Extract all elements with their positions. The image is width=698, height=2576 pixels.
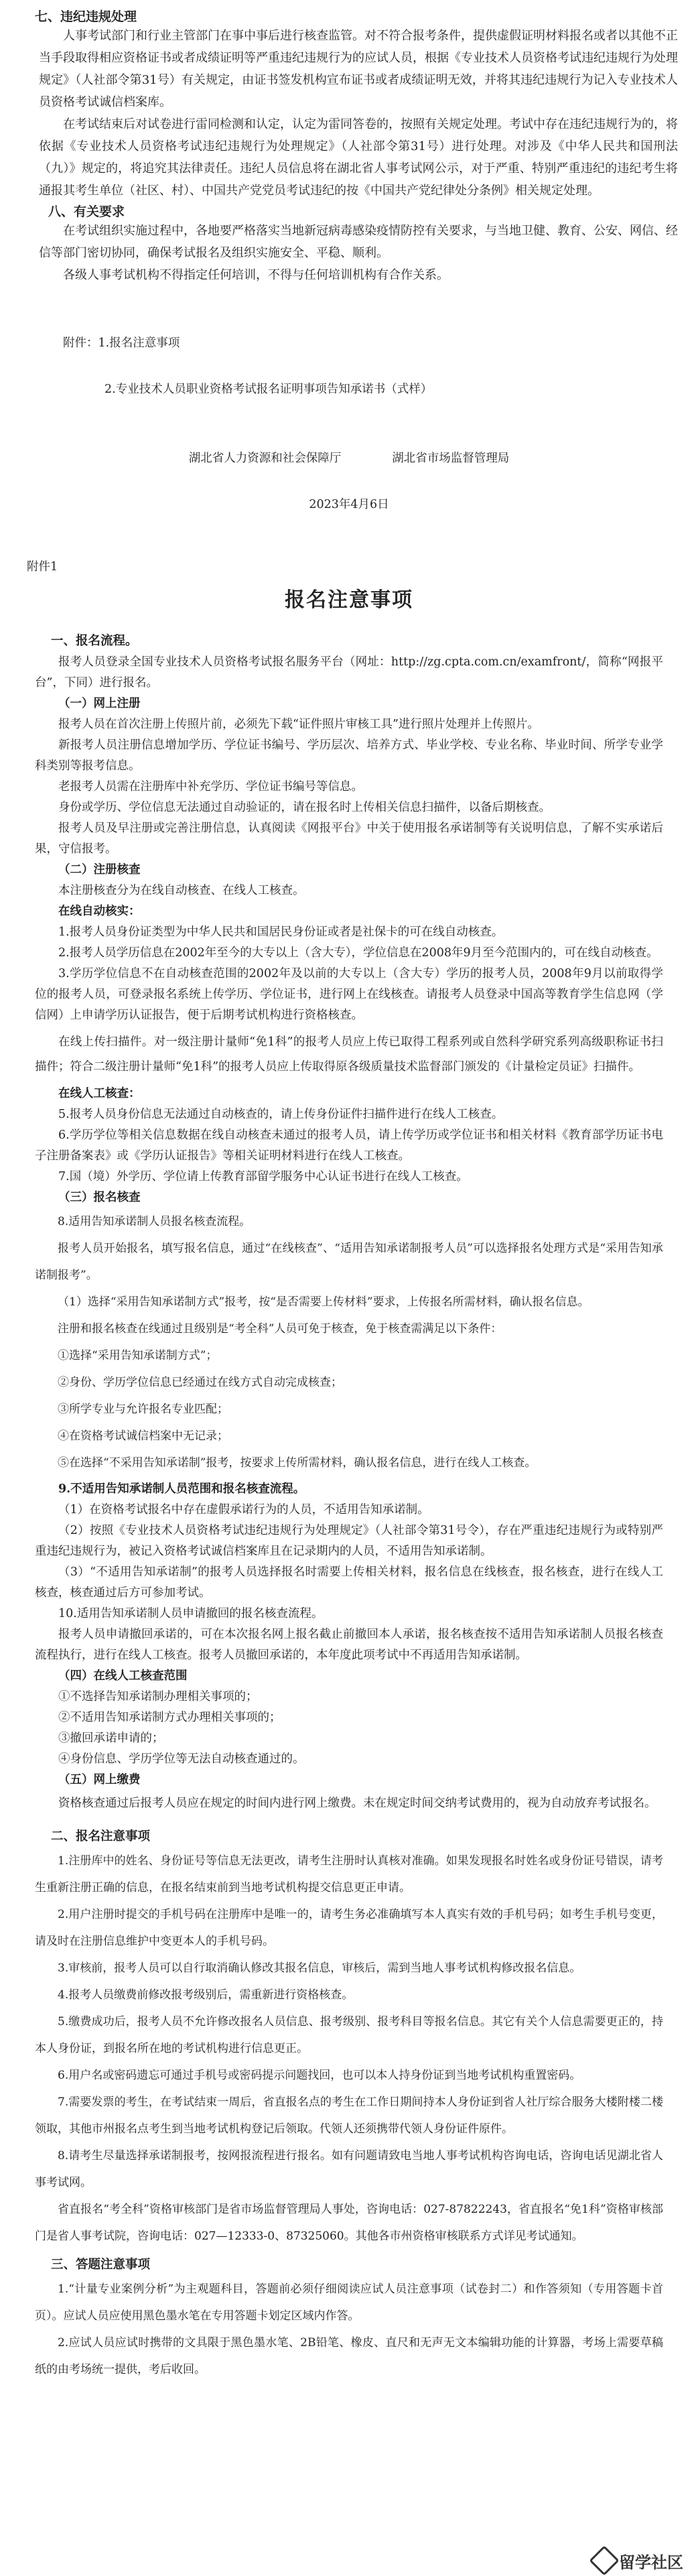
heading-section8: 八、有关要求 — [48, 204, 125, 219]
watermark-text: 留学社区 — [619, 2553, 683, 2572]
note-item: 4.报考人员缴费前修改报考级别后，需重新进行资格核查。 — [58, 1988, 354, 2002]
text-line: 在线上传扫描件。对一级注册计量师“免1科”的报考人员应上传已取得工程系列或自然科学研究系列高级职称证书扫描件；符合二级注册计量师“免1科”的报考人员应上传取得原各级质量技术监督部门颁发的《计量检定员证》扫描件。 — [35, 1035, 663, 1074]
answer-note-item: 1.“计量专业案例分析”为主观题科目，答题前必须仔细阅读应试人员注意事项（试卷封二）和作答须知（专用答题卡首页）。应试人员应使用黑色墨水笔在专用答题卡划定区域内作答。 — [35, 2282, 663, 2323]
text-line: 新报考人员注册信息增加学历、学位证书编号、学历层次、培养方式、毕业学校、专业名称、毕业时间、所学专业学科类别等报考信息。 — [35, 738, 663, 773]
text-line: （1）选择“采用告知承诺制方式”报考，按“是否需要上传材料”要求，上传报名所需材料，确认报名信息。 — [58, 1295, 589, 1309]
text-line: （3）“不适用告知承诺制”的报考人员选择报名时需要上传相关材料，报名信息在线核查，报名核查，进行在线人工核查，核查通过后方可参加考试。 — [35, 1565, 663, 1600]
section-registration-process — [0, 630, 698, 1816]
signing-org: 湖北省市场监督管理局 — [392, 452, 510, 465]
section7-paragraph: 人事考试部门和行业主管部门在事中事后进行核查监管。对不符合报考条件，提供虚假证明材料报名或者以其他不正当手段取得相应资格证书或者成绩证明等严重违纪违规行为的应试人员，根据《专业技术人员资格考试违纪违规行为处理规定》（人社部令第31号）有关规定，由证书签发机构宣布证书或者成绩证明无效，并将其违纪违规行为记入专业技术人员资格考试诚信档案库。 — [39, 29, 678, 109]
site-watermark — [588, 2548, 689, 2573]
text-line: 6.学历学位等相关信息数据在线自动核查未通过的报考人员，请上传学历或学位证书和相关材料《教育部学历证书电子注册备案表》或《学历认证报告》等相关证明材料进行在线人工核查。 — [35, 1129, 663, 1163]
section8-paragraph: 各级人事考试机构不得指定任何培训，不得与任何培训机构有合作关系。 — [63, 268, 449, 282]
text-line: 注册和报名核查在线通过且级别是“考全科”人员可免于核查，免于核查需满足以下条件： — [58, 1322, 502, 1336]
attachment-list — [0, 333, 698, 400]
section8-paragraph: 在考试组织实施过程中，各地要严格落实当地新冠病毒感染疫情防控有关要求，与当地卫健、教育、公安、网信、经信等部门密切协同，确保考试报名及组织实施安全、平稳、顺利。 — [39, 224, 678, 260]
signing-org: 湖北省人力资源和社会保障厅 — [188, 452, 342, 465]
heading-payment: （五）网上缴费 — [58, 1773, 141, 1787]
condition-item: ⑤在选择“不采用告知承诺制”报考，按要求上传所需材料，确认报名信息，进行在线人工核查。 — [58, 1456, 537, 1470]
text-line: 报考人员在首次注册上传照片前，必须先下载“证件照片审核工具”进行照片处理并上传照片。 — [58, 718, 539, 731]
note-item: 7.需要发票的考生，在考试结束一周后，省直报名点的考生在工作日期间持本人身份证到省人社厅综合服务大楼附楼二楼领取，其他市州报名点考生到当地考试机构登记后领取。代领人还须携带代领人身份证件原件。 — [35, 2096, 663, 2136]
text-line: 报考人员申请撤回承诺的，可在本次报名网上报名截止前撤回本人承诺，报名核查按不适用告知承诺制人员报名核查流程执行，进行在线人工核查。报考人员撤回承诺的，本年度此项考试中不再适用告知承诺制。 — [35, 1628, 663, 1662]
text-line: 1.报考人员身份证类型为中华人民共和国居民身份证或者是社保卡的可在线自动核查。 — [58, 925, 504, 939]
answer-note-item: 2.应试人员应试时携带的文具限于黑色墨水笔、2B铅笔、橡皮、直尺和无声无文本编辑功能的计算器，考场上需要草稿纸的由考场统一提供，考后收回。 — [35, 2336, 663, 2376]
contact-info: 省直报名“考全科”资格审核部门是省市场监督管理局人事处，咨询电话：027-87822243，省直报名“免1科”资格审核部门是省人事考试院，咨询电话：027—12333-0、87325060。其他各市州资格审核联系方式详见考试通知。 — [35, 2203, 663, 2243]
heading-section7: 七、违纪违规处理 — [35, 9, 137, 24]
document-title: 报名注意事项 — [285, 588, 413, 612]
issue-date: 2023年4月6日 — [309, 498, 389, 511]
online-registration-lines — [35, 714, 663, 860]
text-line: 报考人员及早注册或完善注册信息，认真阅读《网报平台》中关于使用报名承诺制等有关说明信息，了解不实承诺后果，守信报考。 — [35, 822, 663, 856]
text-line: 10.适用告知承诺制人员申请撤回的报名核查流程。 — [58, 1607, 324, 1620]
heading-online-registration: （一）网上注册 — [58, 697, 141, 710]
condition-item: ④在资格考试诚信档案中无记录； — [58, 1429, 228, 1443]
heading-process: 一、报名流程。 — [51, 634, 138, 648]
text-line: 3.学历学位信息不在自动核查范围的2002年及以前的大专以上（含大专）学历的报考人员，2008年9月以前取得学位的报考人员，可登录报名系统上传学历、学位证书，进行网上在线核查。请报考人员登录中国高等教育学生信息网（学信网）上申请学历认证报告，便于后期考试机构进行资格核查。 — [35, 967, 663, 1022]
attachment-item: 附件：1.报名注意事项 — [63, 336, 180, 350]
text-line: （1）在资格考试报名中存在虚假承诺行为的人员，不适用告知承诺制。 — [58, 1503, 429, 1517]
heading-application-review: （三）报名核查 — [58, 1191, 141, 1204]
text-line: 报考人员开始报名，填写报名信息，通过“在线核查”、“适用告知承诺制报考人员”可以选择报名处理方式是“采用告知承诺制报考”。 — [35, 1242, 663, 1282]
text-line: 本注册核查分为在线自动核查、在线人工核查。 — [58, 884, 305, 897]
heading-manual-check: 在线人工核查： — [58, 1087, 141, 1100]
condition-item: ①选择“采用告知承诺制方式”； — [58, 1349, 218, 1362]
text-line: 身份或学历、学位信息无法通过自动验证的，请在报名时上传相关信息扫描件，以备后期核查。 — [58, 801, 551, 814]
scope-item: ①不选择告知承诺制办理相关事项的； — [58, 1690, 258, 1703]
heading-answering: 三、答题注意事项 — [51, 2258, 151, 2272]
heading-notes: 二、报名注意事项 — [51, 1829, 151, 1844]
section-answering-notes — [0, 2254, 698, 2383]
signature-block — [0, 448, 698, 469]
heading-auto-check: 在线自动核实： — [58, 905, 141, 918]
section-violations — [0, 0, 698, 286]
attachment-item: 2.专业技术人员职业资格考试报名证明事项告知承诺书（式样） — [104, 383, 433, 396]
note-item: 8.请考生尽量选择承诺制报考，按网报流程进行报名。如有问题请致电当地人事考试机构咨询电话，咨询电话见湖北省人事考试网。 — [35, 2149, 663, 2189]
logo-icon — [589, 2545, 619, 2575]
scope-item: ③撤回承诺申请的； — [58, 1732, 164, 1745]
review-lines — [35, 1208, 663, 1476]
heading-registration-check: （二）注册核查 — [58, 863, 141, 877]
text-line: 7.国（境）外学历、学位请上传教育部留学服务中心认证书进行在线人工核查。 — [58, 1170, 468, 1183]
text-line: （2）按照《专业技术人员资格考试违纪违规行为处理规定》（人社部令第31号令），存在严重违纪违规行为或特别严重违纪违规行为，被记入资格考试诚信档案库且在记录期内的人员，不适用告知承诺制。 — [35, 1524, 663, 1558]
text-line: 老报考人员需在注册库中补充学历、学位证书编号等信息。 — [58, 780, 363, 793]
text-line: 8.适用告知承诺制人员报名核查流程。 — [58, 1215, 251, 1228]
heading-manual-scope: （四）在线人工核查范围 — [58, 1669, 188, 1683]
note-item: 6.用户名或密码遗忘可通过手机号或密码提示问题找回，也可以本人持身份证到当地考试机构重置密码。 — [58, 2069, 581, 2082]
section-registration-notes — [0, 1825, 698, 2250]
note-item: 3.审核前，报考人员可以自行取消确认修改其报名信息，审核后，需到当地人事考试机构修改报名信息。 — [58, 1961, 581, 1975]
payment-text: 资格核查通过后报考人员应在规定的时间内进行网上缴费。未在规定时间交纳考试费用的，视为自动放弃考试报名。 — [58, 1797, 656, 1810]
heading-noncommitment: 9.不适用告知承诺制人员范围和报名核查流程。 — [58, 1482, 305, 1496]
scope-item: ②不适用告知承诺制方式办理相关事项的； — [58, 1711, 281, 1724]
section7-paragraph: 在考试结束后对试卷进行雷同检测和认定，认定为雷同答卷的，按照有关规定处理。考试中存在违纪违规行为的，将依据《专业技术人员资格考试违纪违规行为处理规定》（人社部令第31号）进行处理。对涉及《中华人民共和国刑法（九）》规定的，将追究其法律责任。违纪人员信息将在湖北省人事考试网公示，对于严重、特别严重违纪的违纪考生将通报其考生单位（社区、村）、中国共产党党员考试违纪的按《中国共产党纪律处分条例》相关规定处理。 — [39, 117, 678, 198]
condition-item: ③所学专业与允许报名专业匹配； — [58, 1403, 228, 1416]
note-item: 2.用户注册时提交的手机号码在注册库中是唯一的，请考生务必准确填写本人真实有效的手机号码；如考生手机号变更，请及时在注册信息维护中变更本人的手机号码。 — [35, 1908, 663, 1948]
condition-item: ②身份、学历学位信息已经通过在线方式自动完成核查； — [58, 1376, 342, 1389]
scope-item: ④身份信息、学历学位等无法自动核查通过的。 — [58, 1752, 305, 1766]
annex-label: 附件1 — [27, 560, 58, 574]
process-intro: 报考人员登录全国专业技术人员资格考试报名服务平台（网址：http://zg.cpta.com.cn/examfront/，简称“网报平台”，下同）进行报名。 — [35, 655, 663, 690]
note-item: 1.注册库中的姓名、身份证号等信息无法更改，请考生注册时认真核对准确。如果发现报名时姓名或身份证号错误，请考生重新注册正确的信息，在报名结束前到当地考试机构提交信息更正申请。 — [35, 1854, 663, 1894]
text-line: 2.报考人员学历信息在2002年至今的大专以上（含大专），学位信息在2008年9月至今范围内的，可在线自动核查。 — [58, 946, 658, 960]
note-item: 5.缴费成功后，报考人员不允许修改报名人员信息、报考级别、报考科目等报名信息。其它有关个人信息需要更正的，持本人身份证，到报名所在地的考试机构进行信息更正。 — [35, 2015, 663, 2055]
text-line: 5.报考人员身份信息无法通过自动核查的，请上传身份证件扫描件进行在线人工核查。 — [58, 1108, 504, 1121]
